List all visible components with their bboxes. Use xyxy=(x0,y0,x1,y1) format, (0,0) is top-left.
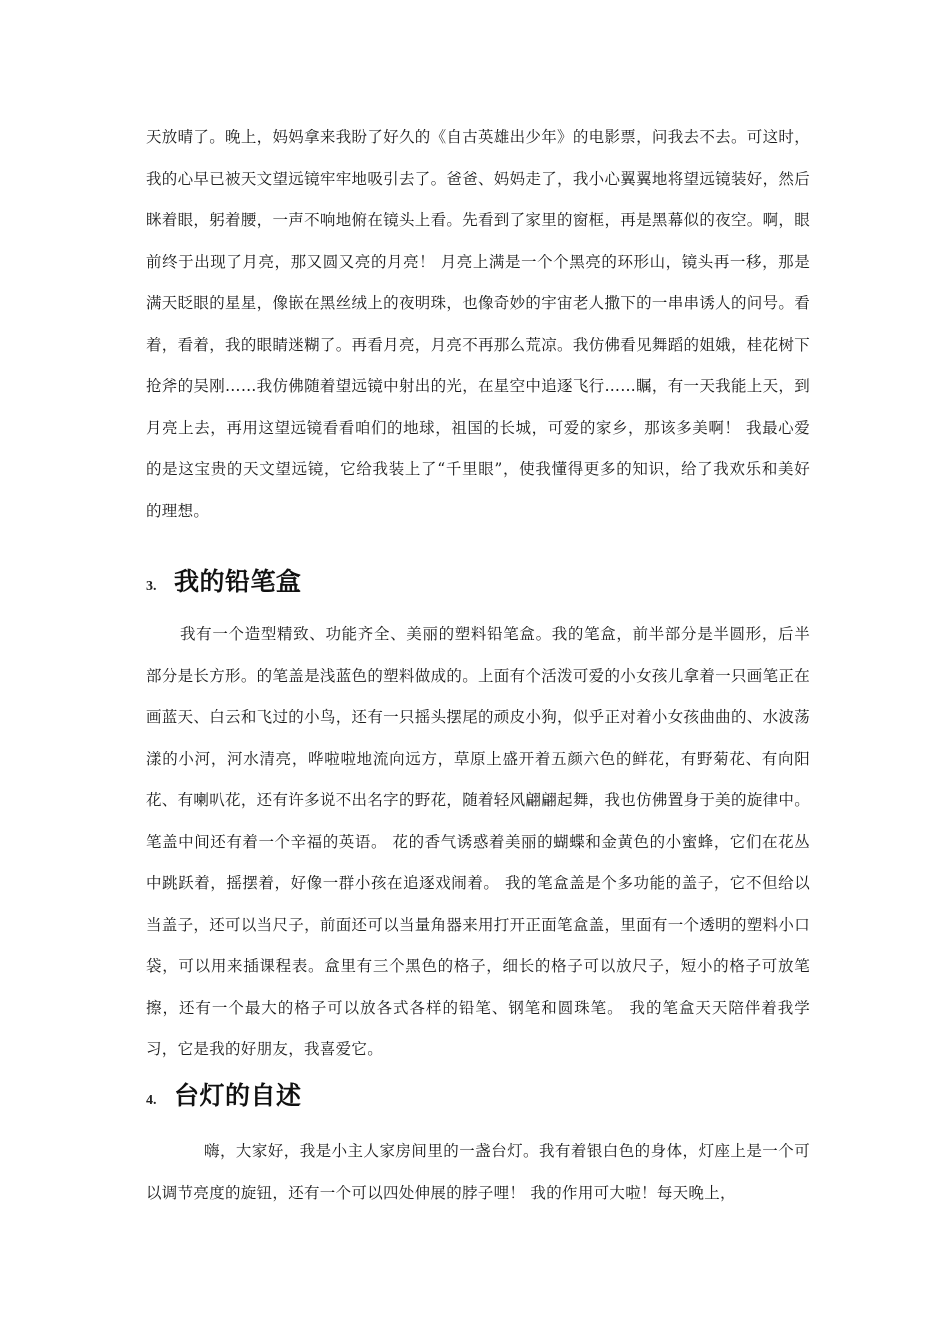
section-title: 我的铅笔盒 xyxy=(174,567,302,596)
section-heading-4 xyxy=(146,1076,302,1112)
paragraph-pencil-box: 我有一个造型精致、功能齐全、美丽的塑料铅笔盒。我的笔盒，前半部分是半圆形，后半部分是长方形。的笔盖是浅蓝色的塑料做成的。上面有个活泼可爱的小女孩儿拿着一只画笔正在画蓝天、白云和飞过的小鸟，还有一只摇头摆尾的顽皮小狗，似乎正对着小女孩曲曲的、水波荡漾的小河，河水清亮，哗啦啦地流向远方，草原上盛开着五颜六色的鲜花，有野菊花、有向阳花、有喇叭花，还有许多说不出名字的野花，随着轻风翩翩起舞，我也仿佛置身于美的旋律中。笔盖中间还有着一个辛福的英语。 花的香气诱惑着美丽的蝴蝶和金黄色的小蜜蜂，它们在花丛中跳跃着，摇摆着，好像一群小孩在追逐戏闹着。 我的笔盒盖是个多功能的盖子，它不但给以当盖子，还可以当尺子，前面还可以当量角器来用打开正面笔盒盖，里面有一个透明的塑料小口袋，可以用来插课程表。盒里有三个黑色的格子，细长的格子可以放尺子，短小的格子可放笔擦，还有一个最大的格子可以放各式各样的铅笔、钢笔和圆珠笔。 我的笔盒天天陪伴着我学习，它是我的好朋友，我喜爱它。 xyxy=(146,625,810,1058)
paragraph-telescope: 天放晴了。晚上，妈妈拿来我盼了好久的《自古英雄出少年》的电影票，问我去不去。可这时，我的心早已被天文望远镜牢牢地吸引去了。爸爸、妈妈走了，我小心翼翼地将望远镜装好，然后眯着眼，躬着腰，一声不响地俯在镜头上看。先看到了家里的窗框，再是黑幕似的夜空。啊，眼前终于出现了月亮，那又圆又亮的月亮！ 月亮上满是一个个黑亮的环形山，镜头再一移，那是满天眨眼的星星，像嵌在黑丝绒上的夜明珠，也像奇妙的宇宙老人撒下的一串串诱人的问号。看着，看着，我的眼睛迷糊了。再看月亮，月亮不再那么荒凉。我仿佛看见舞蹈的姐娥，桂花树下抢斧的吴刚……我仿佛随着望远镜中射出的光，在星空中追逐飞行……瞩，有一天我能上天，到月亮上去，再用这望远镜看看咱们的地球，祖国的长城，可爱的家乡，那该多美啊！ 我最心爱的是这宝贵的天文望远镜，它给我装上了“千里眼”，使我懂得更多的知识，给了我欢乐和美好的理想。 xyxy=(146,128,810,520)
section-heading-3 xyxy=(146,562,302,598)
section-title: 台灯的自述 xyxy=(174,1081,302,1110)
paragraph-desk-lamp: 嗨，大家好，我是小主人家房间里的一盏台灯。我有着银白色的身体，灯座上是一个可以调节亮度的旋钮，还有一个可以四处伸展的脖子哩！ 我的作用可大啦！每天晚上， xyxy=(146,1142,810,1202)
section-number: 3. xyxy=(146,579,157,594)
section-number: 4. xyxy=(146,1093,157,1108)
